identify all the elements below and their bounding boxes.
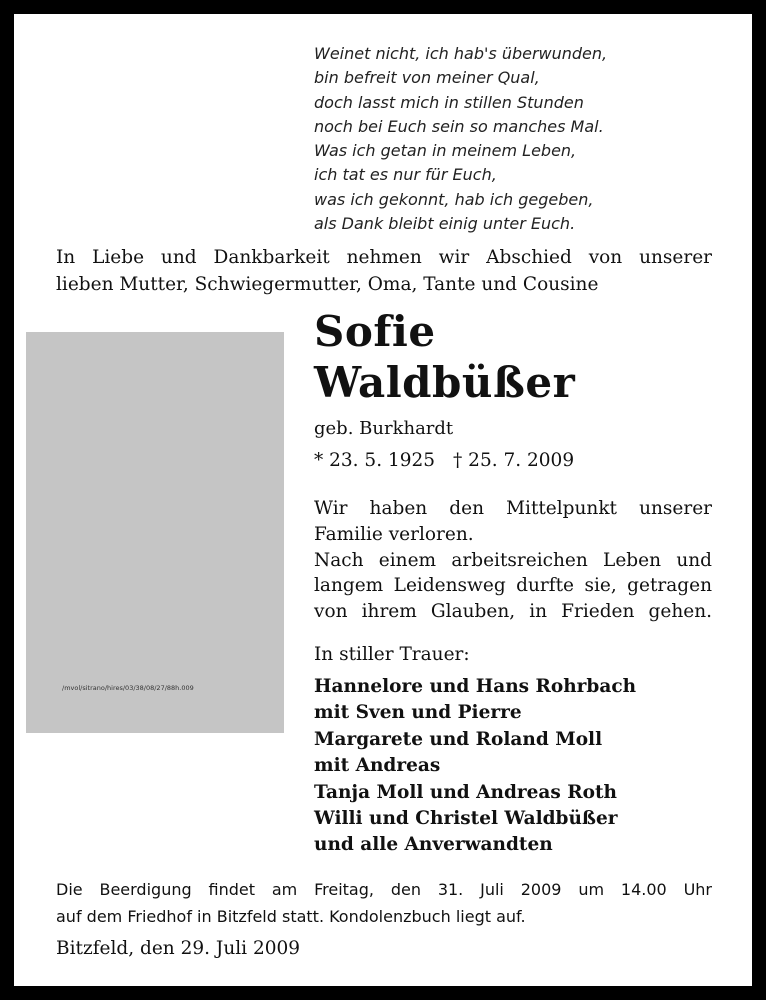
mourner-line: und alle Anverwandten (314, 834, 553, 856)
mourner-line: Tanja Moll und Andreas Roth (314, 781, 617, 803)
poem-line: doch lasst mich in stillen Stunden (314, 92, 584, 112)
mourner-line: mit Sven und Pierre (314, 702, 522, 724)
poem-line: was ich gekonnt, hab ich gegeben, (314, 189, 594, 209)
intro-line: lieben Mutter, Schwiegermutter, Oma, Tante und Cousine (56, 274, 599, 295)
intro-text (56, 244, 712, 298)
poem (314, 42, 607, 236)
poem-line: ich tat es nur für Euch, (314, 165, 497, 185)
mourning-label: In stiller Trauer: (314, 644, 470, 665)
death-date: † 25. 7. 2009 (453, 450, 575, 471)
mourners-list (314, 674, 636, 859)
photo-path-text: /mvol/sitrano/hires/03/38/08/27/88h.009 (62, 684, 194, 692)
message-line: Wir haben den Mittelpunkt unserer (314, 498, 712, 519)
message-line: langem Leidensweg durfte sie, getragen (314, 575, 712, 597)
poem-line: Was ich getan in meinem Leben, (314, 141, 577, 161)
birth-name: geb. Burkhardt (314, 418, 454, 439)
funeral-line: auf dem Friedhof in Bitzfeld statt. Kondolenzbuch liegt auf. (56, 907, 526, 926)
mourner-line: mit Andreas (314, 755, 441, 777)
poem-line: als Dank bleibt einig unter Euch. (314, 214, 576, 234)
funeral-notice (56, 876, 712, 930)
message-text (314, 496, 712, 625)
poem-line: noch bei Euch sein so manches Mal. (314, 116, 604, 136)
poem-line: Weinet nicht, ich hab's überwunden, (314, 44, 608, 63)
place-date: Bitzfeld, den 29. Juli 2009 (56, 938, 301, 959)
last-name: Waldbüßer (314, 358, 576, 407)
birth-date: * 23. 5. 1925 (314, 450, 436, 471)
first-name: Sofie (314, 307, 436, 356)
photo-placeholder (26, 332, 284, 733)
mourner-line: Margarete und Roland Moll (314, 728, 603, 750)
mourner-line: Hannelore und Hans Rohrbach (314, 676, 637, 697)
message-line: von ihrem Glauben, in Frieden gehen. (314, 601, 712, 623)
mourner-line: Willi und Christel Waldbüßer (314, 808, 618, 830)
obituary-page (14, 14, 752, 986)
message-line: Nach einem arbeitsreichen Leben und (314, 549, 712, 571)
poem-line: bin befreit von meiner Qual, (314, 68, 540, 88)
deceased-name (314, 306, 575, 408)
intro-line: In Liebe und Dankbarkeit nehmen wir Abschied von unserer (56, 247, 712, 268)
life-dates (314, 450, 574, 471)
message-line: Familie verloren. (314, 523, 474, 545)
funeral-line: Die Beerdigung findet am Freitag, den 31. Juli 2009 um 14.00 Uhr (56, 880, 712, 899)
